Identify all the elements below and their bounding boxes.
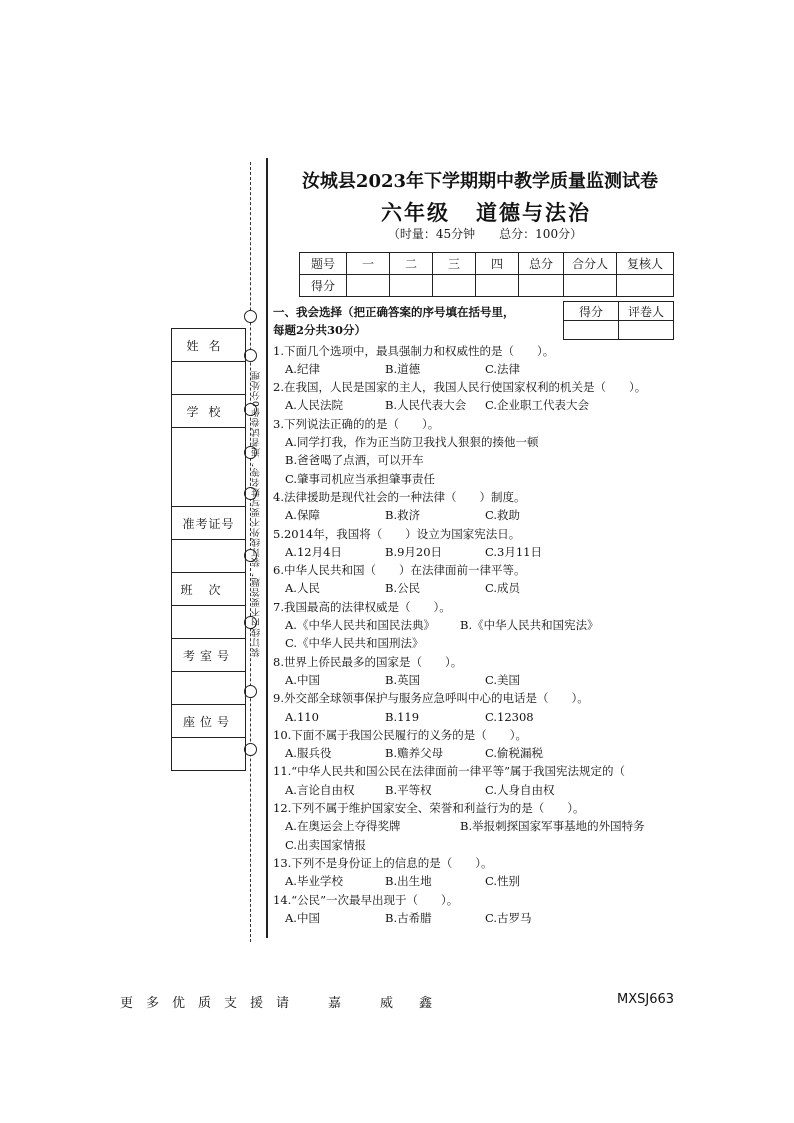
option-row: [273, 396, 693, 414]
answer-option[interactable]: A.12月4日: [285, 544, 342, 559]
score-cell[interactable]: [433, 275, 476, 297]
grade-label: 六年级: [381, 200, 450, 225]
question-stem: 5.2014年，我国将（ ）设立为国家宪法日。: [273, 526, 521, 541]
exam-subtitle: [300, 197, 672, 227]
answer-option[interactable]: C.肇事司机应当承担肇事责任: [285, 471, 436, 486]
question-stem: 14.“公民”一次最早出现于（ ）。: [273, 892, 459, 907]
option-row: [273, 781, 693, 799]
answer-option[interactable]: A.在奥运会上夺得奖牌: [285, 819, 401, 834]
grader-score-label: 得分: [564, 302, 619, 321]
answer-option[interactable]: B.9月20日: [385, 544, 443, 559]
field-seat-input[interactable]: [172, 738, 246, 771]
question-stem: 1.下面几个选项中，最具强制力和权威性的是（ ）。: [273, 343, 555, 358]
section-heading-points: 每题2分共30分）: [273, 323, 367, 338]
option-row: [273, 634, 693, 652]
answer-option[interactable]: B.道德: [385, 361, 421, 376]
question-stem: 7.我国最高的法律权威是（ ）。: [273, 599, 451, 614]
answer-option[interactable]: C.法律: [485, 361, 521, 376]
answer-option[interactable]: A.《中华人民共和国民法典》: [285, 618, 435, 633]
answer-option[interactable]: C.企业职工代表大会: [485, 398, 590, 413]
field-room-label: 考室号: [172, 639, 246, 672]
answer-option[interactable]: C.3月11日: [485, 544, 542, 559]
answer-option[interactable]: C.《中华人民共和国刑法》: [285, 636, 424, 651]
question-area: [273, 303, 693, 927]
score-cell[interactable]: [564, 275, 617, 297]
answer-option[interactable]: A.人民: [285, 581, 320, 596]
student-info-table: [171, 328, 246, 771]
score-table: [299, 252, 674, 297]
answer-option[interactable]: C.人身自由权: [485, 782, 555, 797]
option-row: [273, 671, 693, 689]
question-stem: 10.下面不属于我国公民履行的义务的是（ ）。: [273, 727, 528, 742]
option-row: [273, 909, 693, 927]
question-stem: 4.法律援助是现代社会的一种法律（ ）制度。: [273, 489, 526, 504]
question-stem: 12.下列不属于维护国家安全、荣誉和利益行为的是（ ）。: [273, 801, 585, 816]
option-row: [273, 506, 693, 524]
field-class-input[interactable]: [172, 606, 246, 639]
footer-promo-text: 更 多 优 质 支 援 请 嘉 威 鑫: [120, 996, 433, 1011]
score-header-cell: 三: [433, 253, 476, 275]
option-row: [273, 744, 693, 762]
answer-option[interactable]: C.12308: [485, 709, 534, 724]
answer-option[interactable]: C.救助: [485, 508, 521, 523]
answer-option[interactable]: C.古罗马: [485, 910, 532, 925]
grader-name-label: 评卷人: [619, 302, 674, 321]
answer-option[interactable]: B.公民: [385, 581, 421, 596]
field-name-label: 姓名: [172, 329, 246, 362]
answer-option[interactable]: C.成员: [485, 581, 521, 596]
option-row: [273, 451, 693, 469]
binding-solid-line: [266, 158, 268, 938]
answer-option[interactable]: B.古希腊: [385, 910, 432, 925]
option-row: [273, 543, 693, 561]
binding-note: 装订线内不要答题，装订线外不要写姓名等，违者试卷作0分处理: [252, 370, 262, 657]
score-row-label: 得分: [300, 275, 347, 297]
option-row: [273, 616, 693, 634]
score-header-cell: 题号: [300, 253, 347, 275]
field-school-input[interactable]: [172, 428, 246, 507]
answer-option[interactable]: C.美国: [485, 672, 521, 687]
answer-option[interactable]: A.言论自由权: [285, 782, 355, 797]
question-list: [273, 342, 693, 928]
question-stem: 11.“中华人民共和国公民在法律面前一律平等”属于我国宪法规定的（: [273, 764, 626, 779]
time-score-info: （时量：45分钟 总分：100分）: [387, 227, 583, 241]
answer-option[interactable]: C.偷税漏税: [485, 746, 544, 761]
answer-option[interactable]: A.纪律: [285, 361, 320, 376]
score-cell[interactable]: [617, 275, 674, 297]
score-header-cell: 二: [390, 253, 433, 275]
field-class-label: 班次: [172, 573, 246, 606]
answer-option[interactable]: B.《中华人民共和国宪法》: [460, 618, 599, 633]
answer-option[interactable]: B.出生地: [385, 874, 432, 889]
question-stem: 8.世界上侨民最多的国家是（ ）。: [273, 654, 463, 669]
answer-option[interactable]: A.110: [285, 709, 319, 724]
answer-option[interactable]: B.英国: [385, 672, 421, 687]
answer-option[interactable]: B.救济: [385, 508, 421, 523]
answer-option[interactable]: B.爸爸喝了点酒，可以开车: [285, 453, 424, 468]
option-row: [273, 817, 693, 835]
score-header-cell: 四: [476, 253, 519, 275]
option-row: [273, 579, 693, 597]
question-stem: 13.下列不是身份证上的信息的是（ ）。: [273, 855, 493, 870]
field-exam-id-label: 准考证号: [172, 507, 246, 540]
answer-option[interactable]: B.平等权: [385, 782, 432, 797]
question-stem: 9.外交部全球领事保护与服务应急呼叫中心的电话是（ ）。: [273, 691, 589, 706]
score-cell[interactable]: [519, 275, 564, 297]
answer-option[interactable]: B.119: [385, 709, 420, 724]
question-stem: 3.下列说法正确的的是（ ）。: [273, 416, 440, 431]
score-header-cell: 复核人: [617, 253, 674, 275]
answer-option[interactable]: B.人民代表大会: [385, 398, 467, 413]
option-row: [273, 836, 693, 854]
score-header-cell: 一: [347, 253, 390, 275]
answer-option[interactable]: A.保障: [285, 508, 320, 523]
field-exam-id-input[interactable]: [172, 540, 246, 573]
footer-code: MXSJ663: [617, 992, 675, 1007]
field-room-input[interactable]: [172, 672, 246, 705]
answer-option[interactable]: A.同学打我，作为正当防卫我找人狠狠的揍他一顿: [285, 435, 539, 450]
subject-label: 道德与法治: [476, 200, 591, 225]
score-header-cell: 合分人: [564, 253, 617, 275]
answer-option[interactable]: B.举报刺探国家军事基地的外国特务: [460, 819, 645, 834]
section-heading: 一、我会选择（把正确答案的序号填在括号里，: [273, 305, 515, 319]
exam-title: 汝城县2023年下学期期中教学质量监测试卷: [301, 171, 659, 192]
score-cell[interactable]: [347, 275, 390, 297]
field-school-label: 学校: [172, 395, 246, 428]
answer-option[interactable]: C.性别: [485, 874, 521, 889]
field-seat-label: 座位号: [172, 705, 246, 738]
score-table-header-row: [300, 253, 674, 275]
score-table-score-row: [300, 275, 674, 297]
answer-option[interactable]: C.出卖国家情报: [285, 837, 367, 852]
answer-option[interactable]: A.毕业学校: [285, 874, 343, 889]
option-row: [273, 433, 693, 451]
field-name-input[interactable]: [172, 362, 246, 395]
option-row: [273, 872, 693, 890]
option-row: [273, 708, 693, 726]
answer-option[interactable]: A.服兵役: [285, 746, 332, 761]
answer-option[interactable]: A.中国: [285, 910, 320, 925]
score-header-cell: 总分: [519, 253, 564, 275]
binding-hole: [244, 310, 257, 323]
answer-option[interactable]: A.人民法院: [285, 398, 343, 413]
option-row: [273, 470, 693, 488]
option-row: [273, 360, 693, 378]
score-cell[interactable]: [476, 275, 519, 297]
answer-option[interactable]: B.赡养父母: [385, 746, 444, 761]
question-stem: 6.中华人民共和国（ ）在法律面前一律平等。: [273, 563, 526, 578]
answer-option[interactable]: A.中国: [285, 672, 320, 687]
question-stem: 2.在我国，人民是国家的主人，我国人民行使国家权利的机关是（ ）。: [273, 380, 647, 395]
score-cell[interactable]: [390, 275, 433, 297]
